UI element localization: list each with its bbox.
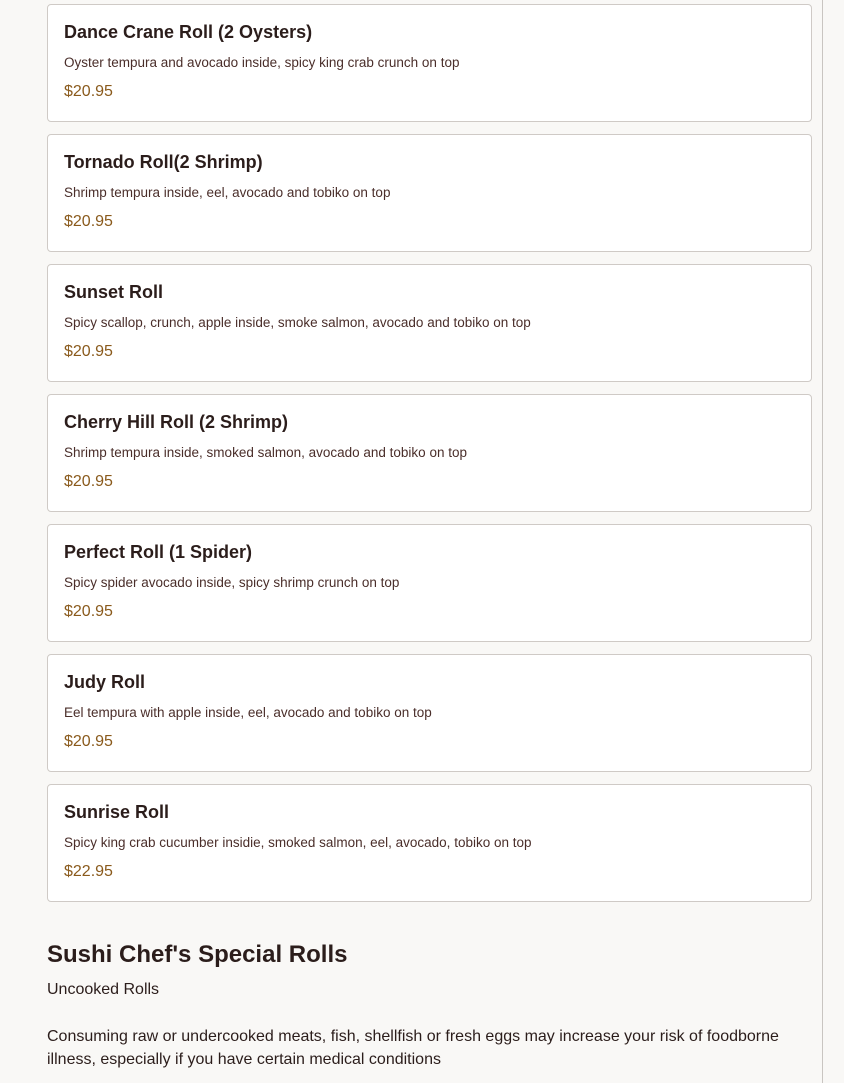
menu-item-description: Spicy scallop, crunch, apple inside, smoke salmon, avocado and tobiko on top — [64, 315, 531, 330]
menu-item-name: Tornado Roll(2 Shrimp) — [64, 152, 263, 172]
menu-item-price: $20.95 — [64, 213, 113, 230]
menu-item-card[interactable] — [47, 4, 812, 122]
menu-item-name: Sunset Roll — [64, 282, 164, 302]
menu-item-price: $22.95 — [64, 863, 113, 880]
menu-item-card[interactable] — [47, 394, 812, 512]
menu-item-card[interactable] — [47, 264, 812, 382]
menu-item-price: $20.95 — [64, 473, 113, 490]
menu-item-price: $20.95 — [64, 83, 113, 100]
food-safety-notice: Consuming raw or undercooked meats, fish, shellfish or fresh eggs may increase your risk of foodborne illness, especially if you have certain medical conditions — [47, 1028, 779, 1068]
menu-item-description: Spicy spider avocado inside, spicy shrimp crunch on top — [64, 575, 400, 590]
menu-item-card[interactable] — [47, 524, 812, 642]
menu-item-description: Oyster tempura and avocado inside, spicy king crab crunch on top — [64, 55, 460, 70]
menu-item-name: Judy Roll — [64, 672, 146, 692]
menu-item-description: Shrimp tempura inside, eel, avocado and tobiko on top — [64, 185, 391, 200]
menu-item-description: Eel tempura with apple inside, eel, avocado and tobiko on top — [64, 705, 432, 720]
menu-item-price: $20.95 — [64, 603, 113, 620]
section-subtitle: Uncooked Rolls — [47, 981, 160, 998]
menu-item-description: Spicy king crab cucumber insidie, smoked salmon, eel, avocado, tobiko on top — [64, 835, 532, 850]
menu-section — [47, 940, 807, 1071]
menu-item-price: $20.95 — [64, 733, 113, 750]
menu-item-name: Perfect Roll (1 Spider) — [64, 542, 253, 562]
menu-item-name: Dance Crane Roll (2 Oysters) — [64, 22, 313, 42]
page-edge-divider — [822, 0, 823, 1083]
menu-item-description: Shrimp tempura inside, smoked salmon, avocado and tobiko on top — [64, 445, 467, 460]
menu-item-list — [47, 4, 812, 914]
menu-item-card[interactable] — [47, 134, 812, 252]
menu-item-name: Cherry Hill Roll (2 Shrimp) — [64, 412, 289, 432]
menu-item-card[interactable] — [47, 784, 812, 902]
section-title: Sushi Chef's Special Rolls — [47, 941, 348, 968]
menu-item-card[interactable] — [47, 654, 812, 772]
menu-item-name: Sunrise Roll — [64, 802, 170, 822]
menu-item-price: $20.95 — [64, 343, 113, 360]
